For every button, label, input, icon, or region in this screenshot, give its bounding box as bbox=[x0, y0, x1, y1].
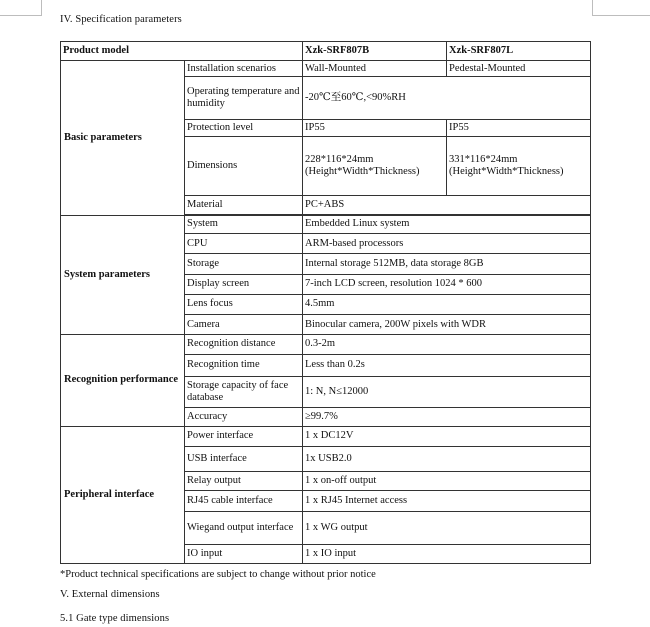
row-value: IP55 bbox=[447, 119, 591, 136]
row-label: USB interface bbox=[185, 447, 303, 472]
row-label: Relay output bbox=[185, 472, 303, 491]
crop-mark-top-right-h bbox=[592, 15, 650, 16]
row-label: Wiegand output interface bbox=[185, 511, 303, 544]
row-value: -20℃至60℃,<90%RH bbox=[303, 77, 591, 120]
group-system-parameters: System parameters bbox=[61, 215, 185, 335]
section-5-1-title: 5.1 Gate type dimensions bbox=[60, 613, 170, 624]
row-value: ARM-based processors bbox=[303, 234, 591, 254]
row-label: Material bbox=[185, 195, 303, 214]
table-row bbox=[61, 335, 591, 355]
row-label: System bbox=[185, 215, 303, 234]
group-basic-parameters: Basic parameters bbox=[61, 60, 185, 215]
row-value: Pedestal-Mounted bbox=[447, 60, 591, 77]
row-label: Recognition distance bbox=[185, 335, 303, 355]
footnote: *Product technical specifications are subject to change without prior notice bbox=[60, 569, 376, 580]
row-label: Camera bbox=[185, 315, 303, 335]
specification-table bbox=[60, 41, 591, 564]
row-label: Display screen bbox=[185, 274, 303, 294]
header-product-model: Product model bbox=[61, 42, 303, 61]
row-value: 1 x RJ45 Internet access bbox=[303, 491, 591, 512]
group-peripheral-interface: Peripheral interface bbox=[61, 426, 185, 563]
row-value: IP55 bbox=[303, 119, 447, 136]
row-value: 1: N, N≤12000 bbox=[303, 376, 591, 407]
row-value: Binocular camera, 200W pixels with WDR bbox=[303, 315, 591, 335]
row-label: Installation scenarios bbox=[185, 60, 303, 77]
row-value: 1 x DC12V bbox=[303, 426, 591, 447]
header-model-l: Xzk-SRF807L bbox=[447, 42, 591, 61]
row-label: Recognition time bbox=[185, 354, 303, 376]
table-row bbox=[61, 426, 591, 447]
row-value: Embedded Linux system bbox=[303, 215, 591, 234]
row-value: PC+ABS bbox=[303, 195, 591, 214]
crop-mark-top-right-v bbox=[592, 0, 593, 16]
row-label: Power interface bbox=[185, 426, 303, 447]
table-row bbox=[61, 60, 591, 77]
crop-mark-top-left-h bbox=[0, 15, 42, 16]
row-label: RJ45 cable interface bbox=[185, 491, 303, 512]
row-value: 331*116*24mm (Height*Width*Thickness) bbox=[447, 136, 591, 195]
row-value: 1x USB2.0 bbox=[303, 447, 591, 472]
row-value: 7-inch LCD screen, resolution 1024 * 600 bbox=[303, 274, 591, 294]
row-value: 0.3-2m bbox=[303, 335, 591, 355]
row-label: Operating temperature and humidity bbox=[185, 77, 303, 120]
table-header-row bbox=[61, 42, 591, 61]
crop-mark-top-left-v bbox=[41, 0, 42, 16]
row-value: 4.5mm bbox=[303, 294, 591, 315]
row-label: Storage capacity of face database bbox=[185, 376, 303, 407]
row-label: Protection level bbox=[185, 119, 303, 136]
group-recognition-performance: Recognition performance bbox=[61, 335, 185, 426]
row-value: 1 x on-off output bbox=[303, 472, 591, 491]
row-label: Accuracy bbox=[185, 407, 303, 426]
section-4-title: IV. Specification parameters bbox=[60, 14, 182, 25]
row-label: Lens focus bbox=[185, 294, 303, 315]
row-value: 228*116*24mm (Height*Width*Thickness) bbox=[303, 136, 447, 195]
section-5-title: V. External dimensions bbox=[60, 589, 160, 600]
header-model-b: Xzk-SRF807B bbox=[303, 42, 447, 61]
row-label: CPU bbox=[185, 234, 303, 254]
row-value: Wall-Mounted bbox=[303, 60, 447, 77]
row-value: Less than 0.2s bbox=[303, 354, 591, 376]
row-value: 1 x WG output bbox=[303, 511, 591, 544]
table-row bbox=[61, 215, 591, 234]
row-label: Storage bbox=[185, 254, 303, 275]
row-value: Internal storage 512MB, data storage 8GB bbox=[303, 254, 591, 275]
row-value: 1 x IO input bbox=[303, 545, 591, 564]
row-label: Dimensions bbox=[185, 136, 303, 195]
row-label: IO input bbox=[185, 545, 303, 564]
row-value: ≥99.7% bbox=[303, 407, 591, 426]
